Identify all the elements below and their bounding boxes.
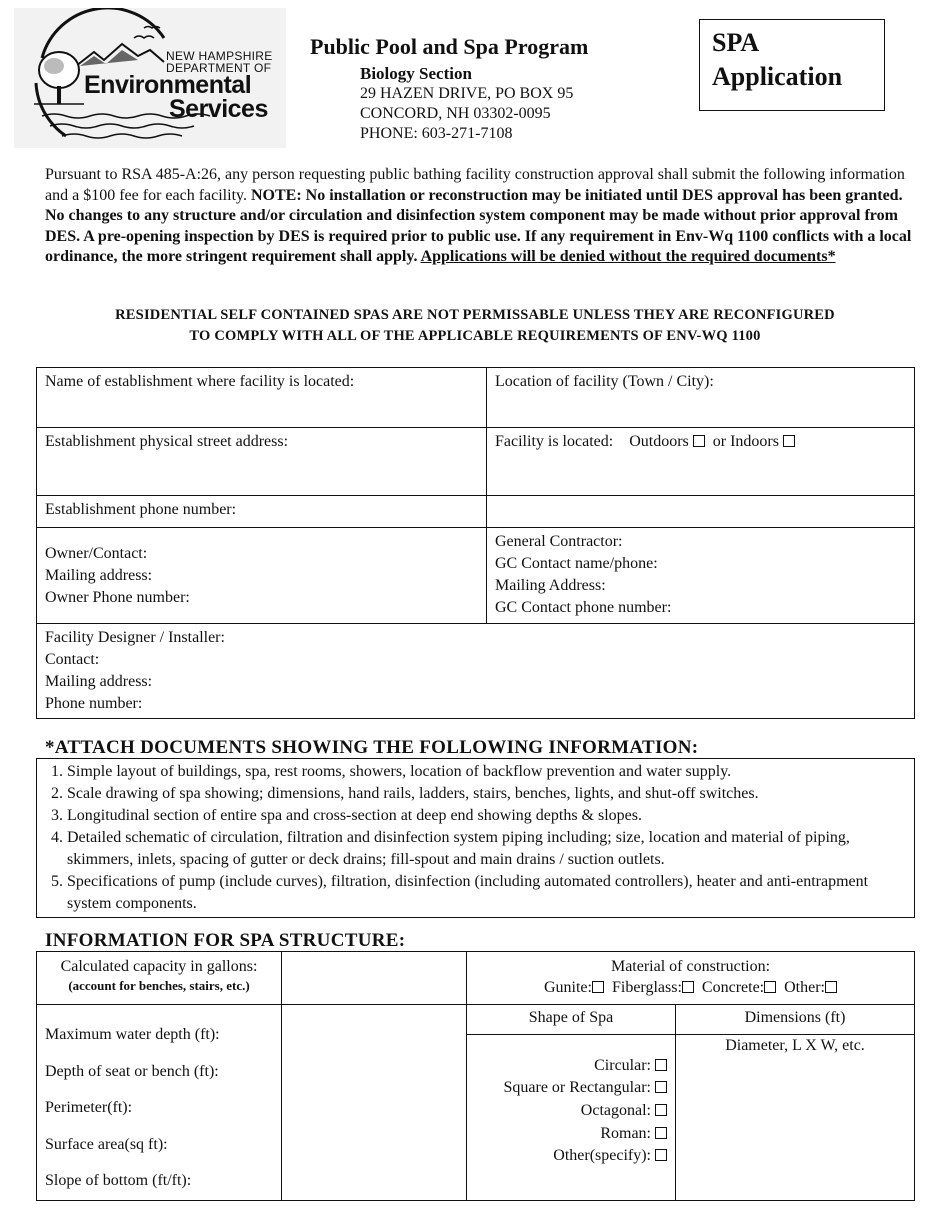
capacity-label-cell: [37, 952, 282, 1005]
fiberglass-label: Fiberglass:: [611, 979, 682, 996]
facility-location-label: Location of facility (Town / City):: [495, 373, 714, 390]
gc-label: General Contractor:: [495, 533, 623, 550]
address-line-1: 29 HAZEN DRIVE, PO BOX 95: [360, 85, 574, 102]
indoors-checkbox[interactable]: [783, 435, 795, 447]
attach-list: [45, 761, 906, 915]
outdoors-label: Outdoors: [629, 433, 689, 450]
program-title: Public Pool and Spa Program: [310, 34, 589, 59]
logo-environmental-text: Environmental: [84, 71, 252, 99]
shape-options: [467, 1034, 676, 1200]
max-depth-label: Maximum water depth (ft):: [45, 1026, 220, 1043]
intro-requirement: Applications will be denied without the required documents*: [420, 248, 836, 265]
intro-text: Pursuant to RSA 485-A:26, any person requesting public bathing facility construction approval shall submit the following information and a $100 fee for each facility.: [45, 166, 905, 204]
intro-paragraph: [45, 165, 915, 268]
square-rectangular-checkbox[interactable]: [655, 1081, 667, 1093]
establishment-table: [36, 367, 915, 719]
roman-checkbox[interactable]: [655, 1127, 667, 1139]
square-rectangular-label: Square or Rectangular:: [503, 1079, 651, 1097]
owner-phone-label: Owner Phone number:: [45, 588, 190, 606]
list-item: 1. Simple layout of buildings, spa, rest rooms, showers, location of backflow prevention and water supply.: [67, 761, 906, 783]
intro-note: NOTE: No installation or reconstruction may be initiated until DES approval has been granted. No changes to any structure and/or circulation and disinfection system component may be made without prior approval from DES. A pre-opening inspection by DES is required prior to public use. If any requirement in Env-Wq 1100 conflicts with a local ordinance, the more stringent requirement shall apply.: [45, 186, 912, 265]
slope-label: Slope of bottom (ft/ft):: [45, 1172, 192, 1189]
owner-contact-field[interactable]: [37, 528, 487, 624]
other-material-label: Other:: [784, 979, 825, 996]
establishment-phone-label: Establishment phone number:: [45, 501, 237, 518]
address-line-2: CONCORD, NH 03302-0095: [360, 105, 551, 122]
measurements-labels: [37, 1005, 282, 1201]
shape-header: Shape of Spa: [467, 1005, 676, 1035]
surface-area-label: Surface area(sq ft):: [45, 1135, 168, 1153]
list-item: 4. Detailed schematic of circulation, filtration and disinfection system piping including; size, location and material of piping, skimmers, inlets, spacing of gutter or deck drains; fill-spout and main drains / suction outlets.: [67, 827, 906, 871]
form-title-box: [699, 19, 885, 111]
circular-label: Circular:: [594, 1056, 651, 1074]
material-cell: [467, 952, 915, 1005]
notice-line-2: TO COMPLY WITH ALL OF THE APPLICABLE REQUIREMENTS OF ENV-WQ 1100: [189, 328, 761, 344]
gc-contact-label: GC Contact name/phone:: [495, 555, 658, 572]
facility-located-cell: [487, 428, 915, 496]
establishment-name-label: Name of establishment where facility is located:: [45, 373, 355, 390]
designer-installer-field[interactable]: [37, 624, 915, 719]
gunite-checkbox[interactable]: [592, 981, 604, 993]
logo-state-text: NEW HAMPSHIRE DEPARTMENT OF: [166, 49, 273, 75]
street-address-field[interactable]: [37, 428, 487, 496]
notice-line-1: RESIDENTIAL SELF CONTAINED SPAS ARE NOT PERMISSABLE UNLESS THEY ARE RECONFIGURED: [115, 307, 835, 323]
designer-phone-label: Phone number:: [45, 695, 143, 712]
perimeter-label: Perimeter(ft):: [45, 1099, 133, 1116]
capacity-label: Calculated capacity in gallons:: [60, 958, 258, 975]
gc-mailing-label: Mailing Address:: [495, 577, 606, 594]
gc-phone-label: GC Contact phone number:: [495, 599, 672, 616]
nhdes-logo: [14, 8, 286, 148]
owner-contact-label: Owner/Contact:: [45, 544, 148, 562]
list-item: 3. Longitudinal section of entire spa and cross-section at deep end showing depths & slopes.: [67, 805, 906, 827]
concrete-checkbox[interactable]: [764, 981, 776, 993]
list-item: 5. Specifications of pump (include curves), filtration, disinfection (including automated controllers), heater and anti-entrapment system components.: [67, 871, 906, 915]
establishment-name-field[interactable]: [37, 368, 487, 428]
empty-cell[interactable]: [487, 496, 915, 528]
owner-mailing-label: Mailing address:: [45, 566, 153, 584]
gunite-label: Gunite:: [543, 979, 592, 996]
residential-notice: [40, 305, 910, 347]
attach-heading: *ATTACH DOCUMENTS SHOWING THE FOLLOWING INFORMATION:: [45, 737, 699, 758]
establishment-phone-field[interactable]: [37, 496, 487, 528]
general-contractor-field[interactable]: [487, 528, 915, 624]
fiberglass-checkbox[interactable]: [682, 981, 694, 993]
facility-location-field[interactable]: [487, 368, 915, 428]
street-address-label: Establishment physical street address:: [45, 433, 289, 450]
outdoors-checkbox[interactable]: [693, 435, 705, 447]
form-title-line-2: Application: [712, 62, 843, 91]
logo-services-text: Services: [169, 95, 268, 123]
concrete-label: Concrete:: [701, 979, 765, 996]
dimensions-note: Diameter, L X W, etc.: [725, 1036, 865, 1054]
agency-phone: PHONE: 603-271-7108: [360, 125, 513, 142]
other-shape-checkbox[interactable]: [655, 1149, 667, 1161]
octagonal-checkbox[interactable]: [655, 1104, 667, 1116]
designer-contact-label: Contact:: [45, 651, 100, 668]
material-label: Material of construction:: [610, 958, 771, 975]
capacity-note: (account for benches, stairs, etc.): [68, 978, 250, 993]
structure-table: [36, 951, 915, 1201]
octagonal-label: Octagonal:: [580, 1101, 651, 1119]
circular-checkbox[interactable]: [655, 1059, 667, 1071]
agency-address: [360, 64, 573, 144]
facility-located-label: Facility is located:: [495, 433, 614, 450]
structure-heading: INFORMATION FOR SPA STRUCTURE:: [45, 930, 406, 951]
section-name: Biology Section: [360, 64, 472, 83]
indoors-label: or Indoors: [712, 433, 779, 450]
material-options: [471, 977, 910, 998]
capacity-input[interactable]: [282, 952, 467, 1005]
seat-depth-label: Depth of seat or bench (ft):: [45, 1062, 219, 1080]
roman-label: Roman:: [600, 1124, 651, 1142]
designer-label: Facility Designer / Installer:: [45, 629, 225, 646]
form-title-line-1: SPA: [712, 28, 760, 57]
designer-mailing-label: Mailing address:: [45, 673, 153, 690]
other-material-checkbox[interactable]: [825, 981, 837, 993]
list-item: 2. Scale drawing of spa showing; dimensions, hand rails, ladders, stairs, benches, lights, and shut-off switches.: [67, 783, 906, 805]
other-shape-label: Other(specify):: [553, 1147, 651, 1165]
dimensions-input[interactable]: [676, 1034, 915, 1200]
measurements-input[interactable]: [282, 1005, 467, 1201]
dimensions-header: Dimensions (ft): [676, 1005, 915, 1035]
attach-list-box: [36, 758, 915, 918]
